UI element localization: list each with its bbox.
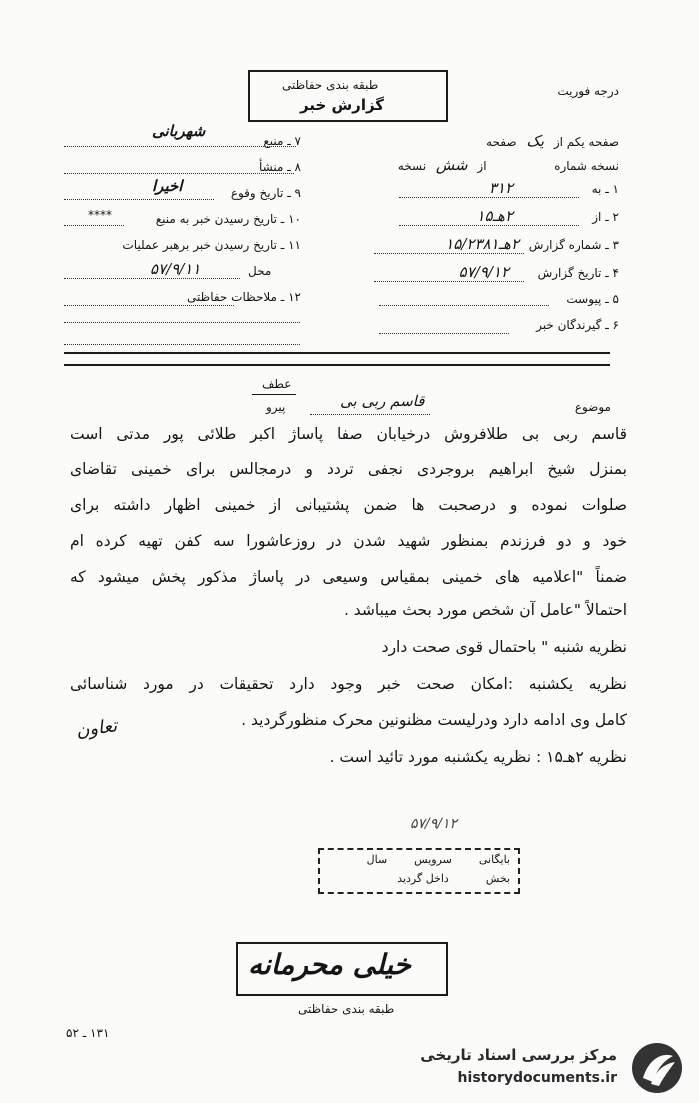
body-line: بمنزل شیخ ابراهیم بروجردی نجفی تردد و درمجالس برای خمینی تقاضای <box>70 460 627 478</box>
secret-stamp-text: خیلی محرمانه <box>248 948 411 981</box>
body-line: صلوات نموده و درصحبت ها ضمن پشتیبانی از خمینی اظهار داشته برای <box>70 496 627 514</box>
field-attachment-label: ۵ ـ پیوست <box>566 292 619 306</box>
field-source-value: شهربانی <box>152 122 206 140</box>
form-code: ۱۳۱ ـ ۵۲ <box>66 1026 110 1040</box>
body-line: قاسم ربی بی طلافروش درخیابان صفا پاساژ اکبر طلائی پور مدتی است <box>70 425 627 443</box>
field-security-notes-label: ۱۲ ـ ملاحظات حفاظتی <box>187 290 301 304</box>
report-title: گزارش خبر <box>300 96 385 114</box>
copy-number-label: نسخه شماره از شش نسخه <box>397 156 619 174</box>
reference-top: عطف <box>262 377 292 391</box>
field-report-number-value: ۲هـ۱۵/۲۳۸۱ <box>445 235 519 253</box>
field-operation-received-label: ۱۱ ـ تاریخ رسیدن خبر برهبر عملیات <box>122 238 301 252</box>
field-recipients-label: ۶ ـ گیرندگان خبر <box>536 318 619 332</box>
archive-stamp <box>318 848 520 894</box>
reference-bottom: پیرو <box>266 400 286 414</box>
margin-note: تعاون <box>74 715 119 742</box>
field-origin-label: ۸ ـ منشأ <box>258 160 301 174</box>
field-source-received-label: ۱۰ ـ تاریخ رسیدن خبر به منبع <box>155 212 301 226</box>
field-to-value: ۳۱۲ <box>488 179 513 197</box>
header-divider-top <box>64 352 610 354</box>
page-label: صفحه یکم از یک صفحه <box>486 132 619 150</box>
classification-top: طبقه بندی حفاظتی <box>282 78 379 92</box>
field-event-date-label: ۹ ـ تاریخ وقوع <box>230 186 301 200</box>
year-label: سال <box>366 853 388 866</box>
header-divider-bottom <box>64 364 610 366</box>
opinion-sunday-cont: کامل وی ادامه دارد ودرلیست مظنونین محرک منظورگردید . <box>241 711 627 729</box>
subject-value: قاسم ربی بی <box>340 392 425 410</box>
field-event-date-value: اخیرا <box>152 177 183 195</box>
field-to-label: ۱ ـ به <box>591 182 619 196</box>
urgency-label: درجه فوریت <box>557 84 619 98</box>
opinion-saturday: نظریه شنبه " باحتمال قوی صحت دارد <box>381 638 627 656</box>
classification-bottom: طبقه بندی حفاظتی <box>298 1002 395 1016</box>
body-line: احتمالاً "عامل آن شخص مورد بحث میباشد . <box>343 601 627 619</box>
field-report-number-label: ۳ ـ شماره گزارش <box>528 238 619 252</box>
body-line: خود و دو فرزندم بمنظور شهید شدن در روزعاشورا سه کفن تهیه کرده ام <box>70 532 627 550</box>
watermark-title: مرکز بررسی اسناد تاریخی <box>420 1046 617 1064</box>
archive-label: بایگانی <box>478 853 510 866</box>
body-line: ضمناً "اعلامیه های خمینی بمقیاس وسیعی در پاساژ مذکور پخش میشود که <box>70 568 627 586</box>
opinion-section: نظریه ۲هـ۱۵ : نظریه یکشنبه مورد تائید است . <box>329 748 627 766</box>
section-label: بخش <box>485 872 510 885</box>
field-from-label: ۲ ـ از <box>592 210 619 224</box>
service-label: سرویس <box>414 853 452 866</box>
field-source-received-value: **** <box>88 208 112 222</box>
field-source-label: ۷ ـ منبع <box>263 134 301 148</box>
opinion-sunday: نظریه یکشنبه :امکان صحت خبر وجود دارد تحقیقات در مورد شناسائی <box>70 675 627 693</box>
document-archive-logo-icon <box>629 1040 685 1096</box>
stamp-date: ۵۷/۹/۱۲ <box>410 816 458 832</box>
filed-label: داخل گردید <box>397 872 449 885</box>
field-location-label: محل <box>248 264 272 278</box>
field-report-date-label: ۴ ـ تاریخ گزارش <box>537 266 619 280</box>
field-location-value: ۵۷/۹/۱۱ <box>150 260 201 278</box>
field-from-value: ۲هـ۱۵ <box>476 207 513 225</box>
subject-label: موضوع <box>574 400 611 414</box>
field-report-date-value: ۵۷/۹/۱۲ <box>458 263 509 281</box>
watermark-site: historydocuments.ir <box>457 1070 617 1086</box>
